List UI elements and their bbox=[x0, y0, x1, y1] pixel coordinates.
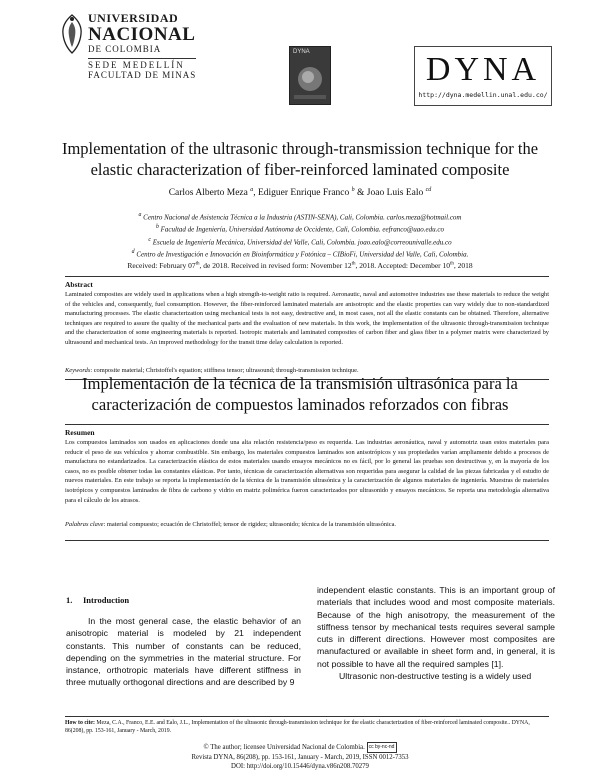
how-to-cite bbox=[65, 719, 549, 735]
cc-license-badge[interactable]: cc by-nc-nd bbox=[367, 742, 397, 753]
affiliation-text: Escuela de Ingeniería Mecánica, Universidad del Valle, Cali, Colombia. joao.ealo@correounivalle.edu.co bbox=[152, 237, 452, 246]
date-text: , de 2018. Received in revised form: November 12 bbox=[199, 261, 352, 270]
author-sup: a bbox=[250, 187, 254, 193]
affiliation-sup: a bbox=[138, 212, 142, 218]
affiliation-sup: c bbox=[148, 236, 151, 243]
date-sup: th bbox=[195, 261, 200, 267]
divider bbox=[65, 424, 549, 425]
abstract-text: Laminated composites are widely used in applications when a high strength-to-weight ratio is required. Aeronautic, naval and automotive industries use these materials to reduce the weight of the vehicles and, consequently, fuel consumption. However, the fiber-reinforced laminated materials are anisotropic and the elastic properties can vary widely due to non-standardized manufacturing processes. The elastic characterization using mechanical tests is not easy, destructive and, in most cases, not all the elastic constants can be obtained. Therefore, alternative techniques are required to assure the quality of the mechanical parts and the evaluation of new materials. In this work, the implementation of the ultrasonic through-transmission technique and the characterization of some engineering materials is reported. Isotropic materials and laminated composites of carbon fiber and glass fiber in a polymer matrix were characterized by ultrasound and mechanical tests. An improved methodology for the transit time delay calculation is reported. bbox=[65, 291, 549, 346]
page-footer bbox=[40, 742, 560, 771]
author-sup: cd bbox=[425, 187, 432, 193]
date-sup: th bbox=[351, 261, 356, 267]
university-name bbox=[88, 12, 196, 80]
university-line2: NACIONAL bbox=[88, 24, 196, 45]
affiliation-text: Centro Nacional de Asistencia Técnica a la Industria (ASTIN-SENA), Cali, Colombia. carlos.meza@hotmail.com bbox=[143, 213, 462, 222]
journal-logo: DYNA bbox=[425, 51, 541, 88]
university-line3: DE COLOMBIA bbox=[88, 44, 162, 54]
resumen-text: Los compuestos laminados son usados en aplicaciones donde una alta relación resistencia/peso es requerida. Las industrias aeronáutica, naval y automotriz usan estos materiales para reducir el peso de sus vehículos y ahorrar combustible. Sin embargo, los materiales compuestos laminados son anisotrópicos y sus propiedades varían ampliamente debido a procesos de manufactura no estandarizados. La caracterización elástica de estos materiales usando ensayos mecánicos no es fácil, por lo general las pruebas son destructivas y, en la mayoría de los casos, no es posible obtener todas las constantes elásticas. Por tanto, técnicas de caracterización alternativas son requeridas para asegurar la calidad de las piezas fabricadas y el estudio de nuevos materiales. En este trabajo se reporta la implementación de la técnica de la transmisión ultrasónica y la caracterización de algunos materiales de ingeniería. Muestras de materiales isotrópicos y compuestos laminados de fibra de carbono y vidrio en matriz polimérica fueron caracterizados por ultrasonido y ensayos mecánicos. Se reporta una metodología alternativa para el cálculo de los atrasos. bbox=[65, 439, 549, 504]
affiliation-item bbox=[40, 235, 560, 247]
author-name: Joao Luis Ealo bbox=[366, 188, 424, 199]
keywords-label: Keywords bbox=[65, 367, 91, 374]
palabras-text: : material compuesto; ecuación de Christoffel; tensor de rigidez; ultrasonido; técnica de la transmisión ultrasónica. bbox=[103, 521, 397, 528]
authors-line bbox=[40, 187, 560, 198]
body-paragraph: Ultrasonic non-destructive testing is a widely used bbox=[339, 671, 532, 682]
body-column-right bbox=[317, 584, 555, 682]
affiliation-item bbox=[40, 210, 560, 222]
article-title-es: Implementación de la técnica de la transmisión ultrasónica para la caracterización de compuestos laminados reforzados con fibras bbox=[82, 374, 518, 414]
affiliation-item bbox=[40, 222, 560, 234]
date-text: Received: February 07 bbox=[127, 261, 196, 270]
how-to-cite-text: Meza, C.A., Franco, E.E. and Ealo, J.L., Implementation of the ultrasonic through-transmission technique for the elastic characterization of fiber-reinforced laminated composite.. DYNA, 86(208), pp. 153-161, January - March, 2019. bbox=[65, 720, 530, 734]
how-to-cite-label: How to cite: bbox=[65, 720, 95, 726]
footer-license-line bbox=[40, 742, 560, 753]
introduction-heading: 1. Introduction bbox=[66, 595, 130, 605]
cover-title: DYNA bbox=[293, 49, 310, 55]
affiliations bbox=[40, 210, 560, 259]
cover-image bbox=[290, 47, 330, 104]
author-name: Carlos Alberto Meza bbox=[168, 188, 248, 199]
affiliation-sup: b bbox=[155, 224, 159, 231]
date-sup: th bbox=[450, 261, 454, 267]
palabras-label: Palabras clave bbox=[65, 521, 104, 528]
date-text: , 2018. Accepted: December 10 bbox=[355, 261, 451, 270]
affiliation-sup: d bbox=[131, 248, 135, 255]
journal-logo-box bbox=[414, 46, 552, 106]
divider bbox=[65, 540, 549, 541]
article-dates bbox=[40, 261, 560, 270]
journal-url[interactable]: http://dyna.medellin.unal.edu.co/ bbox=[418, 91, 548, 99]
body-paragraph: independent elastic constants. This is an important group of materials that includes wood and most composite materials. Because of the high anisotropy, the measurement of the stiffness tensor by mechanical tests requires several sample cuts in different directions. However most composites are manufactured or available in sheet form and, in general, it is not possible to have all the required samples [1]. bbox=[317, 585, 555, 669]
keywords-text: : composite material; Christoffel's equation; stiffness tensor; ultrasound; through-transmission technique. bbox=[90, 367, 359, 374]
affiliation-text: Facultad de Ingeniería, Universidad Autónoma de Occidente, Cali, Colombia. eefranco@uao.edu.co bbox=[160, 225, 444, 234]
article-title-en: Implementation of the ultrasonic through-transmission technique for the elastic characterization of fiber-reinforced laminated composite bbox=[61, 139, 539, 179]
palabras-clave bbox=[65, 521, 549, 528]
resumen-heading: Resumen bbox=[65, 428, 95, 437]
divider bbox=[65, 716, 549, 717]
license-text: © The author; licensee Universidad Nacional de Colombia. bbox=[203, 744, 365, 752]
author-separator: , bbox=[253, 188, 258, 199]
footer-doi[interactable]: DOI: http://doi.org/10.15446/dyna.v86n208.70279 bbox=[231, 763, 369, 770]
body-column-left: In the most general case, the elastic behavior of an anisotropic material is modeled by 21 independent constants. This number of constants can be reduced, depending on the symmetries in the material structure. For instance, orthotropic materials have different stiffness in three mutually orthogonal directions and are described by 9 bbox=[66, 616, 301, 688]
footer-journal-line: Revista DYNA, 86(208), pp. 153-161, January - March, 2019, ISSN 0012-7353 bbox=[191, 754, 409, 761]
affiliation-item bbox=[40, 247, 560, 259]
abstract-heading: Abstract bbox=[65, 280, 93, 289]
divider bbox=[65, 276, 549, 277]
author-separator: & bbox=[354, 188, 367, 199]
university-line1: UNIVERSIDAD bbox=[88, 11, 179, 25]
date-text: , 2018 bbox=[453, 261, 473, 270]
campus-name: SEDE MEDELLÍN bbox=[88, 58, 196, 70]
author-sup: b bbox=[351, 187, 355, 193]
affiliation-text: Centro de Investigación e Innovación en Bioinformática y Fotónica – CIBioFi, Universidad del Valle, Cali, Colombia. bbox=[136, 250, 469, 259]
journal-cover-thumbnail bbox=[289, 46, 331, 105]
university-shield-logo bbox=[60, 14, 84, 54]
author-name: Ediguer Enrique Franco bbox=[257, 188, 350, 199]
faculty-name: FACULTAD DE MINAS bbox=[88, 70, 197, 80]
